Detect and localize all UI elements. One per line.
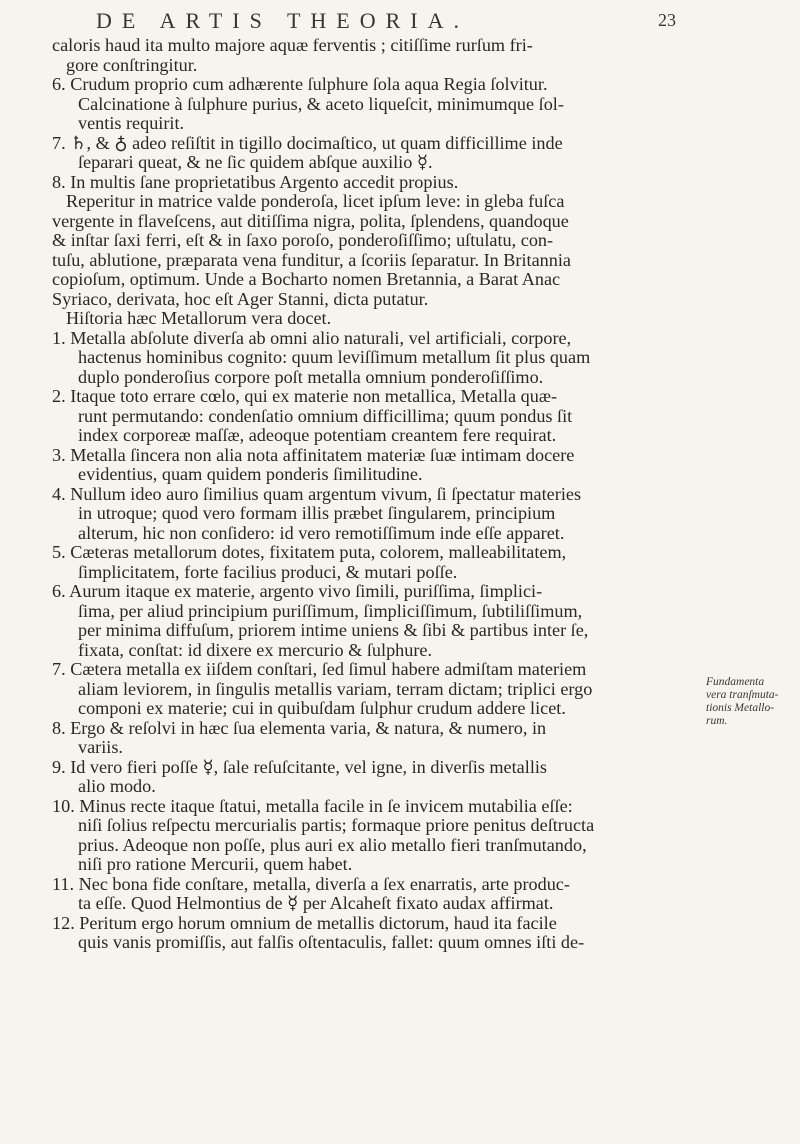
text-line: Calcinatione à ſulphure purius, & aceto liqueſcit, minimumque ſol- [78,94,564,114]
text-line: alio modo. [78,777,156,796]
marginal-note [706,676,796,728]
text-line: variis. [78,738,123,757]
text-line: caloris haud ita multo majore aquæ ferventis ; citiſſime rurſum fri- [52,36,533,55]
text-line: index corporeæ maſſæ, adeoque potentiam creantem fere requirat. [78,426,557,445]
text-line: 10. Minus recte itaque ſtatui, metalla facile in ſe invicem mutabilia eſſe: [52,796,573,816]
marginal-note-line: rum. [706,715,728,727]
text-line: ta eſſe. Quod Helmontius de ☿ per Alcaheſt fixato audax affirmat. [78,894,554,913]
text-line: duplo ponderoſius corpore poſt metalla omnium ponderoſiſſimo. [78,367,544,387]
text-line: ſeparari queat, & ne ſic quidem abſque auxilio ☿. [78,153,433,172]
text-line: evidentius, quam quidem ponderis ſimilitudine. [78,465,423,484]
text-line: copioſum, optimum. Unde a Bocharto nomen Bretannia, a Barat Anac [52,270,561,289]
text-line: 11. Nec bona fide conſtare, metalla, diverſa a ſex enarratis, arte produc- [52,874,570,894]
body-text [52,36,692,953]
text-line: 3. Metalla ſincera non alia nota affinitatem materiæ ſuæ intimam docere [52,445,575,465]
text-line: 6. Crudum proprio cum adhærente ſulphure ſola aqua Regia ſolvitur. [52,75,548,94]
page-number: 23 [658,10,676,30]
text-line: vergente in flaveſcens, aut ditiſſima nigra, polita, ſplendens, quandoque [52,211,569,231]
marginal-note-line: tionis Metallo- [706,702,775,714]
text-line: aliam leviorem, in ſingulis metallis variam, terram dictam; triplici ergo [78,679,593,699]
text-line: runt permutando: condenſatio omnium difficillima; quum pondus ſit [78,406,573,426]
text-line: 4. Nullum ideo auro ſimilius quam argentum vivum, ſi ſpectatur materies [52,484,582,504]
text-line: alterum, hic non conſidero: id vero remotiſſimum inde eſſe apparet. [78,523,565,543]
text-line: ſimplicitatem, forte facilius produci, & mutari poſſe. [78,562,458,582]
text-line: niſi ſolius reſpectu mercurialis partis; formaque priore penitus deſtructa [78,816,595,835]
text-line: 7. Cætera metalla ex iiſdem conſtari, ſed ſimul habere admiſtam materiem [52,660,587,679]
text-line: Reperitur in matrice valde ponderoſa, licet ipſum leve: in gleba fuſca [66,192,565,211]
text-line: 7. ♄, & ♁ adeo reſiſtit in tigillo docimaſtico, ut quam difficillime inde [52,133,563,153]
text-line: Syriaco, derivata, hoc eſt Ager Stanni, dicta putatur. [52,289,429,309]
marginal-note-line: vera tranſmuta- [706,689,779,701]
text-line: gore conſtringitur. [66,55,198,75]
text-line: 2. Itaque toto errare cœlo, qui ex materie non metallica, Metalla quæ- [52,387,558,406]
text-line: 9. Id vero fieri poſſe ☿, ſale reſuſcitante, vel igne, in diverſis metallis [52,757,547,777]
text-line: 6. Aurum itaque ex materie, argento vivo ſimili, puriſſima, ſimplici- [52,582,543,601]
text-line: 8. Ergo & reſolvi in hæc ſua elementa varia, & natura, & numero, in [52,718,547,738]
text-line: in utroque; quod vero formam illis præbet ſingularem, principium [78,504,556,523]
running-title: DE ARTIS THEORIA. [96,8,469,33]
text-line: 1. Metalla abſolute diverſa ab omni alio naturali, vel artificiali, corpore, [52,328,572,348]
text-line: componi ex materie; cui in quibuſdam ſulphur crudum addere licet. [78,699,566,718]
marginal-note-line: Fundamenta [706,676,765,688]
text-line: quis vanis promiſſis, aut falſis oſtentaculis, fallet: quum omnes iſti de- [78,933,585,952]
text-line: fixata, conſtat: id dixere ex mercurio & ſulphure. [78,640,433,660]
text-line: niſi pro ratione Mercurii, quem habet. [78,855,353,874]
text-line: per minima diffuſum, priorem intime uniens & ſibi & partibus inter ſe, [78,621,589,640]
text-line: ventis requirit. [78,114,185,133]
text-line: 8. In multis ſane proprietatibus Argento accedit propius. [52,172,459,192]
text-line: tuſu, ablutione, præparata vena funditur, a ſcoriis ſeparatur. In Britannia [52,250,571,270]
text-line: & inſtar ſaxi ferri, eſt & in ſaxo poroſo, ponderoſiſſimo; uſtulatu, con- [52,231,554,250]
page-header [96,8,676,36]
text-line: ſima, per aliud principium puriſſimum, ſimpliciſſimum, ſubtiliſſimum, [78,601,583,621]
text-line: prius. Adeoque non poſſe, plus auri ex alio metallo fieri tranſmutando, [78,835,587,855]
text-line: 12. Peritum ergo horum omnium de metallis dictorum, haud ita facile [52,913,557,933]
text-line: hactenus hominibus cognito: quum leviſſimum metallum ſit plus quam [78,348,591,367]
text-line: Hiſtoria hæc Metallorum vera docet. [66,309,332,328]
text-line: 5. Cæteras metallorum dotes, fixitatem puta, colorem, malleabilitatem, [52,543,567,562]
